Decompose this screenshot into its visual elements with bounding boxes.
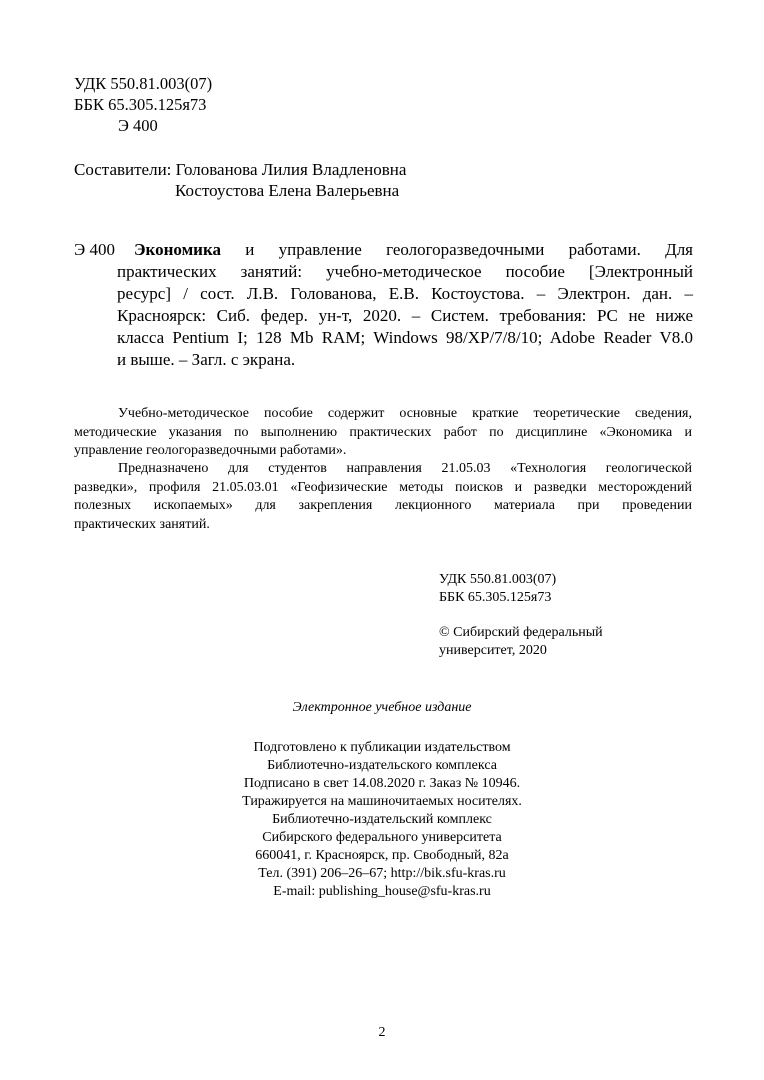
bib-author-mark: Э 400 [74, 240, 115, 259]
bib-line: класса Pentium I; 128 Mb RAM; Windows 98/XP/7/8/10; Adobe Reader V8.0 [117, 328, 693, 347]
imprint-line: Библиотечно-издательский комплекс [272, 812, 492, 827]
imprint-line: Сибирского федерального университета [262, 830, 502, 845]
annotation-line: разведки», профиля 21.05.03.01 «Геофизические методы поисков и разведки месторождений [74, 480, 692, 495]
annotation-line: практических занятий. [74, 517, 210, 532]
compilers-second: Костоустова Елена Валерьевна [175, 181, 400, 200]
bib-title-line [134, 239, 693, 261]
bbk-code-bottom: ББК 65.305.125я73 [439, 590, 552, 605]
author-mark: Э 400 [118, 116, 158, 135]
imprint-line: Подписано в свет 14.08.2020 г. Заказ № 10946. [243, 776, 521, 791]
page-number: 2 [378, 1025, 386, 1040]
bib-title: Экономика [134, 240, 221, 259]
bib-line: и выше. – Загл. с экрана. [117, 350, 296, 369]
imprint-line: 660041, г. Красноярск, пр. Свободный, 82а [255, 848, 509, 863]
bib-line: практических занятий: учебно-методическое пособие [Электронный [117, 262, 693, 281]
edition-type: Электронное учебное издание [292, 700, 472, 715]
copyright-line: © Сибирский федеральный [439, 625, 603, 640]
imprint-line: Библиотечно-издательского комплекса [267, 758, 497, 773]
bib-title-rest: и управление геологоразведочными работами. Для [220, 240, 693, 259]
imprint-line: Подготовлено к публикации издательством [253, 740, 511, 755]
annotation-line: Предназначено для студентов направления 21.05.03 «Технология геологической [118, 461, 692, 476]
copyright-line: университет, 2020 [439, 643, 547, 658]
annotation-line: управление геологоразведочными работами». [74, 443, 347, 458]
bib-line: ресурс] / сост. Л.В. Голованова, Е.В. Костоустова. – Электрон. дан. – [117, 284, 693, 303]
annotation-line: методические указания по выполнению практических работ по дисциплине «Экономика и [74, 425, 692, 440]
udk-code: УДК 550.81.003(07) [74, 74, 213, 93]
bib-line: Красноярск: Сиб. федер. ун-т, 2020. – Систем. требования: PC не ниже [117, 306, 693, 325]
imprint-line: Тиражируется на машиночитаемых носителях. [242, 794, 522, 809]
compilers-line: Составители: Голованова Лилия Владленовна [74, 160, 407, 179]
bbk-code: ББК 65.305.125я73 [74, 95, 207, 114]
annotation-line: полезных ископаемых» для закрепления лекционного материала при проведении [74, 498, 692, 513]
imprint-line: E-mail: publishing_house@sfu-kras.ru [273, 884, 491, 899]
udk-code-bottom: УДК 550.81.003(07) [439, 572, 557, 587]
imprint-line: Тел. (391) 206–26–67; http://bik.sfu-kras.ru [258, 866, 506, 881]
annotation-line: Учебно-методическое пособие содержит основные краткие теоретические сведения, [118, 406, 692, 421]
